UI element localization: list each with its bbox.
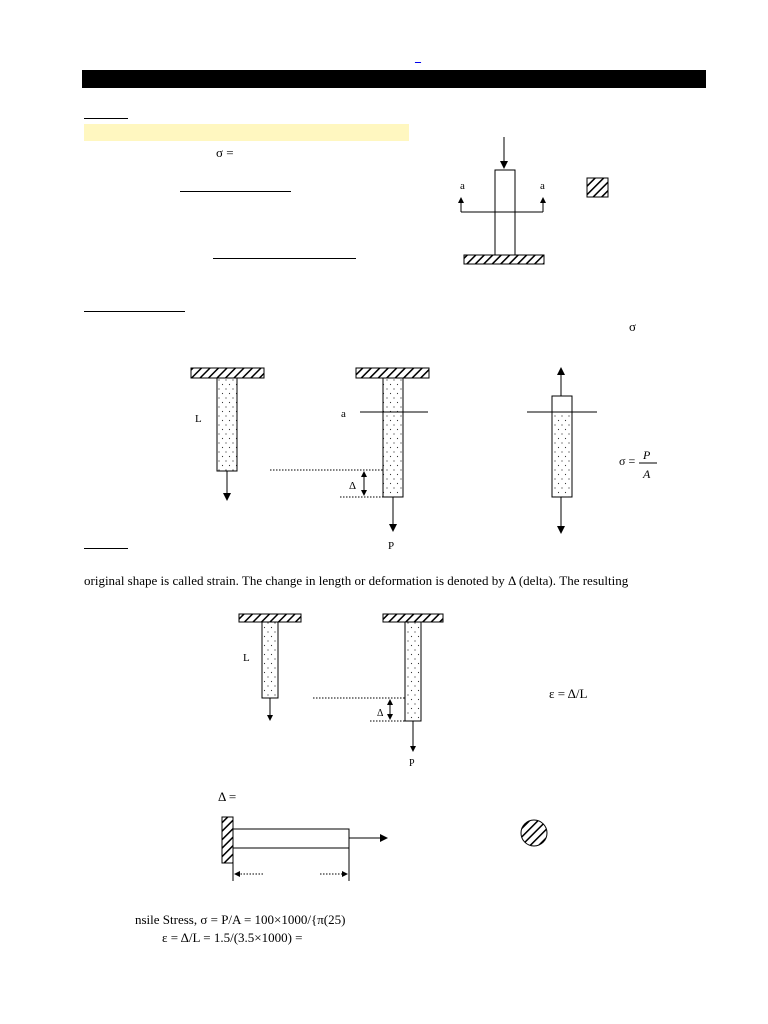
section-label-a-left: a <box>460 180 465 192</box>
delta-label: Δ <box>377 708 384 719</box>
fixed-support <box>383 614 443 622</box>
rod-figure <box>222 817 547 881</box>
section-label-a-right: a <box>540 180 545 192</box>
load-label-P: P <box>388 540 395 552</box>
section-label-a: a <box>341 408 346 420</box>
bar-original <box>217 378 237 471</box>
hatched-circle-icon <box>521 820 547 846</box>
fraction-numerator: P <box>643 448 651 462</box>
sigma-prefix: σ = <box>619 454 636 468</box>
rod <box>233 829 349 848</box>
strain-formula: ε = Δ/L <box>549 686 588 701</box>
hatched-square-icon <box>587 178 608 197</box>
length-label: L <box>243 652 250 664</box>
fixed-support <box>191 368 264 378</box>
delta-label: Δ <box>349 480 357 492</box>
ground-support <box>464 255 544 264</box>
length-label: L <box>195 413 202 425</box>
compression-column-figure <box>460 137 608 264</box>
load-label-P: P <box>409 758 415 769</box>
bar-elongated <box>405 622 421 721</box>
fixed-support <box>356 368 429 378</box>
tension-bars-figure <box>191 368 657 552</box>
bar-elongated <box>383 378 403 497</box>
cut-segment <box>552 396 572 412</box>
strain-bars-figure <box>239 614 588 769</box>
top-link[interactable]: _ <box>415 50 421 64</box>
fraction-denominator: A <box>643 467 651 481</box>
bar-original <box>262 622 278 698</box>
delta-equation: Δ = <box>218 789 237 804</box>
sigma-symbol: σ <box>629 319 637 334</box>
fixed-support <box>239 614 301 622</box>
strain-sentence: original shape is called strain. The change in length or deformation is denoted by Δ (delta). The resulting <box>84 573 629 588</box>
stress-formula-label: σ = <box>216 145 234 160</box>
calc-strain: ε = Δ/L = 1.5/(3.5×1000) = <box>162 930 303 945</box>
wall-support <box>222 817 233 863</box>
calc-stress: nsile Stress, σ = P/A = 100×1000/{π(25) <box>135 912 346 927</box>
